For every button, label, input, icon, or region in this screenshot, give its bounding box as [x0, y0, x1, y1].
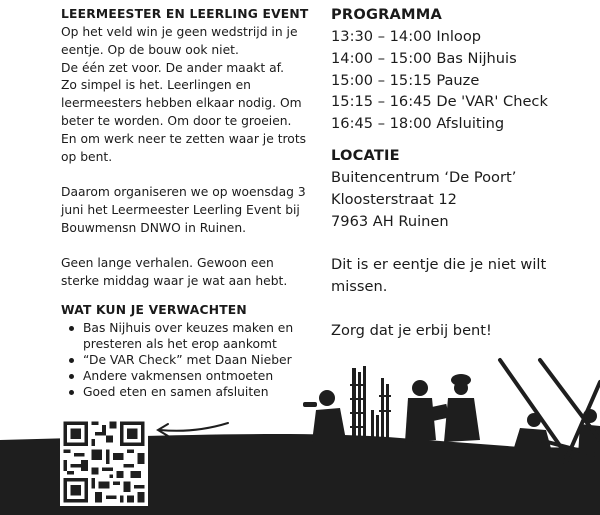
- program-heading: PROGRAMMA: [331, 6, 442, 23]
- location-line: Buitencentrum ‘De Poort’: [331, 168, 517, 186]
- left-column: [61, 4, 311, 400]
- intro-line: En om werk neer te zetten waar je trots: [61, 131, 307, 146]
- event-heading: LEERMEESTER EN LEERLING EVENT: [61, 7, 309, 21]
- closing-line: sterke middag waar je wat aan hebt.: [61, 274, 288, 289]
- intro-line: Op het veld win je geen wedstrijd in je: [61, 25, 298, 39]
- location-heading: LOCATIE: [331, 146, 400, 164]
- final-line: Zorg dat je erbij bent!: [331, 321, 492, 339]
- program-row: 15:15 – 16:45 De 'VAR' Check: [331, 93, 548, 111]
- intro-line: eentje. Op de bouw ook niet.: [61, 42, 239, 57]
- location-line: Kloosterstraat 12: [331, 190, 457, 208]
- list-item: Andere vakmensen ontmoeten: [61, 368, 311, 384]
- expect-heading: WAT KUN JE VERWACHTEN: [61, 302, 247, 317]
- intro-line: op bent.: [61, 149, 113, 164]
- message-line: missen.: [331, 277, 388, 295]
- event-line: juni het Leermeester Leerling Event bij: [61, 202, 300, 217]
- expect-list: [61, 320, 311, 400]
- curved-arrow-icon: [158, 423, 228, 436]
- intro-line: leermeesters hebben elkaar nodig. Om: [61, 96, 302, 111]
- intro-line: beter te worden. Om door te groeien.: [61, 113, 292, 128]
- list-item: “De VAR Check” met Daan Nieber: [61, 352, 311, 368]
- right-column: [331, 4, 591, 341]
- program-row: 16:45 – 18:00 Afsluiting: [331, 115, 505, 133]
- event-line: Bouwmensn DNWO in Ruinen.: [61, 220, 247, 235]
- closing-line: Geen lange verhalen. Gewoon een: [61, 256, 274, 271]
- intro-line: Zo simpel is het. Leerlingen en: [61, 78, 251, 93]
- program-row: 14:00 – 15:00 Bas Nijhuis: [331, 49, 517, 67]
- message-line: Dit is er eentje die je niet wilt: [331, 256, 547, 274]
- program-row: 13:30 – 14:00 Inloop: [331, 28, 482, 45]
- intro-line: De één zet voor. De ander maakt af.: [61, 60, 284, 75]
- list-item: Goed eten en samen afsluiten: [61, 384, 311, 400]
- program-row: 15:00 – 15:15 Pauze: [331, 71, 480, 89]
- list-item: Bas Nijhuis over keuzes maken en presteren als het erop aankomt: [61, 320, 311, 352]
- qr-code-icon[interactable]: [60, 418, 148, 506]
- event-line: Daarom organiseren we op woensdag 3: [61, 185, 306, 200]
- location-line: 7963 AH Ruinen: [331, 212, 449, 230]
